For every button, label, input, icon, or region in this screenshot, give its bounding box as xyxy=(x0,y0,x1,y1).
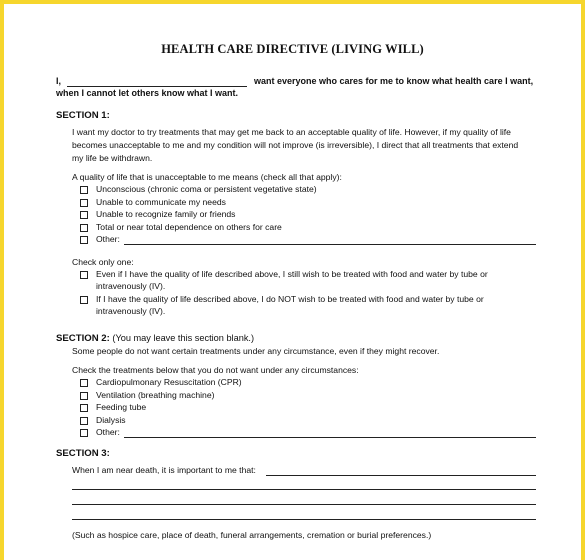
section3-field-line-1[interactable] xyxy=(266,475,536,476)
section3-field-line-2[interactable] xyxy=(72,489,536,490)
choice-do-not-treat-line2: intravenously (IV). xyxy=(96,306,166,316)
checkbox-cpr[interactable] xyxy=(80,379,88,387)
option-dependence: Total or near total dependence on others for care xyxy=(96,222,282,232)
option-other-treatment: Other: xyxy=(96,427,120,437)
choice-still-treat-line1: Even if I have the quality of life described above, I still wish to be treated with food and water by tube or xyxy=(96,269,488,279)
intro-text: want everyone who cares for me to know what health care I want, xyxy=(254,76,534,86)
section1-paragraph-line3: my life be withdrawn. xyxy=(72,153,153,163)
section3-heading: SECTION 3: xyxy=(56,448,110,459)
option-cpr: Cardiopulmonary Resuscitation (CPR) xyxy=(96,377,242,387)
quality-label: A quality of life that is unacceptable to me means (check all that apply): xyxy=(72,172,342,182)
choice-do-not-treat-line1: If I have the quality of life described above, I do NOT wish to be treated with food and water by tube or xyxy=(96,294,484,304)
name-field-line[interactable] xyxy=(67,86,247,87)
document-page xyxy=(4,4,581,560)
checkbox-unable-communicate[interactable] xyxy=(80,199,88,207)
section1-heading: SECTION 1: xyxy=(56,110,110,121)
checkbox-unable-recognize[interactable] xyxy=(80,211,88,219)
section3-field-line-3[interactable] xyxy=(72,504,536,505)
option-other-quality: Other: xyxy=(96,234,120,244)
section3-footnote: (Such as hospice care, place of death, funeral arrangements, cremation or burial preferences.) xyxy=(72,530,432,540)
checkbox-unconscious[interactable] xyxy=(80,186,88,194)
option-unable-communicate: Unable to communicate my needs xyxy=(96,197,226,207)
checkbox-other-quality[interactable] xyxy=(80,236,88,244)
checkbox-other-treatment[interactable] xyxy=(80,429,88,437)
section2-heading: SECTION 2: xyxy=(56,333,110,344)
option-dialysis: Dialysis xyxy=(96,415,126,425)
checkbox-do-not-treat[interactable] xyxy=(80,296,88,304)
section3-prompt: When I am near death, it is important to me that: xyxy=(72,465,256,475)
section3-field-line-4[interactable] xyxy=(72,519,536,520)
section2-note: (You may leave this section blank.) xyxy=(109,333,255,343)
section2-heading-wrap xyxy=(56,328,254,346)
choice-still-treat-line2: intravenously (IV). xyxy=(96,281,166,291)
checkbox-feeding-tube[interactable] xyxy=(80,404,88,412)
other-quality-field-line[interactable] xyxy=(124,244,536,245)
checkbox-dialysis[interactable] xyxy=(80,417,88,425)
document-title: HEALTH CARE DIRECTIVE (LIVING WILL) xyxy=(161,42,424,56)
option-feeding-tube: Feeding tube xyxy=(96,402,147,412)
intro-lead: I, xyxy=(56,76,62,86)
intro-text-line2: when I cannot let others know what I want. xyxy=(56,88,239,98)
other-treatment-field-line[interactable] xyxy=(124,437,536,438)
check-only-label: Check only one: xyxy=(72,257,134,267)
option-ventilation: Ventilation (breathing machine) xyxy=(96,390,215,400)
section1-paragraph-line2: becomes unacceptable to me and my condition will not improve (is irreversible), I direct that all treatments that extend xyxy=(72,140,519,150)
section1-paragraph-line1: I want my doctor to try treatments that may get me back to an acceptable quality of life. However, if my quality of life xyxy=(72,127,511,137)
section2-check-label: Check the treatments below that you do not want under any circumstances: xyxy=(72,365,359,375)
section2-paragraph: Some people do not want certain treatments under any circumstance, even if they might recover. xyxy=(72,346,440,356)
checkbox-dependence[interactable] xyxy=(80,224,88,232)
option-unconscious: Unconscious (chronic coma or persistent vegetative state) xyxy=(96,184,317,194)
checkbox-still-treat[interactable] xyxy=(80,271,88,279)
checkbox-ventilation[interactable] xyxy=(80,392,88,400)
option-unable-recognize: Unable to recognize family or friends xyxy=(96,209,236,219)
